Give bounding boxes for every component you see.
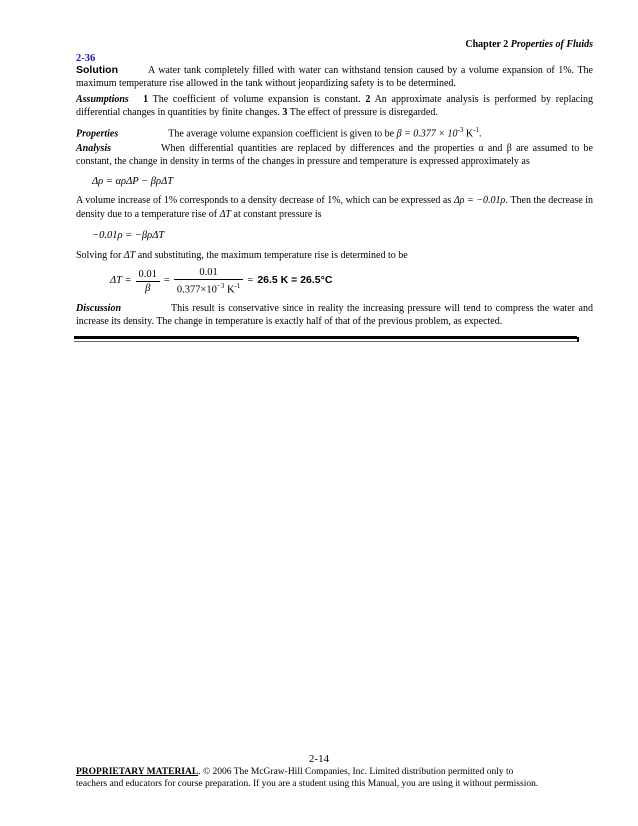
properties-value: β = 0.377 × 10 xyxy=(396,128,458,140)
properties-unit-exp: -1 xyxy=(473,126,479,134)
eq3-fraction-2-numerator: 0.01 xyxy=(174,266,244,280)
properties-paragraph xyxy=(76,124,593,141)
analysis-p3-text-b: and substituting, the maximum temperature rise is determined to be xyxy=(137,250,408,261)
footer-line1: . © 2006 The McGraw-Hill Companies, Inc. Limited distribution permitted only to xyxy=(198,767,514,777)
assumptions-paragraph xyxy=(76,94,593,119)
analysis-p2-equation: Δρ = −0.01ρ xyxy=(453,195,506,206)
analysis-label: Analysis xyxy=(76,143,112,154)
chapter-header xyxy=(465,38,593,51)
eq3-result: 26.5 K = 26.5°C xyxy=(257,274,333,287)
discussion-text: This result is conservative since in reality the increasing pressure will tend to compress the water and increase its density. The change in temperature is exactly half of that of the previous problem, as expected. xyxy=(76,303,593,327)
properties-text: The average volume expansion coefficient is given to be xyxy=(168,128,395,140)
equation-max-temperature-rise xyxy=(110,266,332,297)
section-divider-thin xyxy=(74,341,577,342)
solution-text: A water tank completely filled with water can withstand tension caused by a volume expansion of 1%. The maximum temperature rise allowed in the tank without jeopardizing safety is to be determined. xyxy=(76,65,593,89)
properties-exp: -3 xyxy=(457,126,464,134)
eq3-den-unit: K xyxy=(226,284,235,296)
analysis-text: When differential quantities are replaced by differences and the properties α and β are assumed to be constant, the change in density in terms of the changes in pressure and temperature is expressed approximately as xyxy=(76,143,593,167)
equation-density-decrease: −0.01ρ = −βρΔT xyxy=(92,230,165,241)
analysis-p3-text-a: Solving for xyxy=(76,250,122,261)
eq3-fraction-1-denominator: β xyxy=(145,282,151,294)
properties-label: Properties xyxy=(76,128,119,140)
eq3-fraction-2 xyxy=(174,266,244,297)
assumption-3-number: 3 xyxy=(282,106,288,118)
eq3-den-exp: −3 xyxy=(216,282,225,290)
analysis-p2-text-b: . Then the decrease in density due to a temperature rise of xyxy=(76,195,593,220)
eq3-fraction-1 xyxy=(136,268,160,295)
solution-paragraph xyxy=(76,64,593,90)
assumptions-label: Assumptions xyxy=(76,94,129,105)
solution-label: Solution xyxy=(76,64,118,76)
eq3-equals: = xyxy=(163,275,170,287)
chapter-title: Properties of Fluids xyxy=(510,39,593,50)
assumption-2-number: 2 xyxy=(365,94,371,105)
assumption-1-text: The coefficient of volume expansion is constant. xyxy=(152,94,361,105)
analysis-p3-delta-t: ΔT xyxy=(123,250,136,261)
eq3-lhs: ΔT = xyxy=(110,275,132,287)
section-divider-shadow xyxy=(577,337,579,342)
footer-proprietary: PROPRIETARY MATERIAL xyxy=(76,767,199,777)
analysis-paragraph xyxy=(76,143,593,168)
chapter-label: Chapter 2 xyxy=(465,39,509,50)
discussion-label: Discussion xyxy=(76,303,122,314)
analysis-paragraph-2 xyxy=(76,194,593,222)
assumption-2-text: An approximate analysis is performed by replacing differential changes in quantities by finite changes. xyxy=(76,94,594,118)
analysis-p2-delta-t: ΔT xyxy=(219,209,231,220)
assumption-3-text: The effect of pressure is disregarded. xyxy=(289,106,438,118)
assumption-1-number: 1 xyxy=(143,94,149,105)
eq3-den-unit-exp: -1 xyxy=(234,282,241,290)
analysis-p2-text-c: at constant pressure is xyxy=(233,209,322,220)
section-divider xyxy=(74,336,577,339)
problem-number: 2-36 xyxy=(76,53,96,64)
eq3-fraction-2-denominator xyxy=(174,280,244,297)
properties-unit: K xyxy=(465,128,474,140)
properties-end: . xyxy=(478,128,482,140)
equation-density-change: Δρ = αρΔP − βρΔT xyxy=(92,176,174,187)
footer-notice xyxy=(76,766,596,790)
analysis-paragraph-3 xyxy=(76,250,593,263)
eq3-fraction-1-numerator: 0.01 xyxy=(136,268,160,282)
eq3-den-value: 0.377×10 xyxy=(176,284,217,296)
discussion-paragraph xyxy=(76,303,593,328)
analysis-p2-text-a: A volume increase of 1% corresponds to a density decrease of 1%, which can be expressed as xyxy=(76,195,452,206)
footer-line2: teachers and educators for course preparation. If you are a student using this Manual, you are using it without permission. xyxy=(76,779,539,789)
page-number: 2-14 xyxy=(308,753,330,765)
eq3-equals-2: = xyxy=(247,275,254,287)
